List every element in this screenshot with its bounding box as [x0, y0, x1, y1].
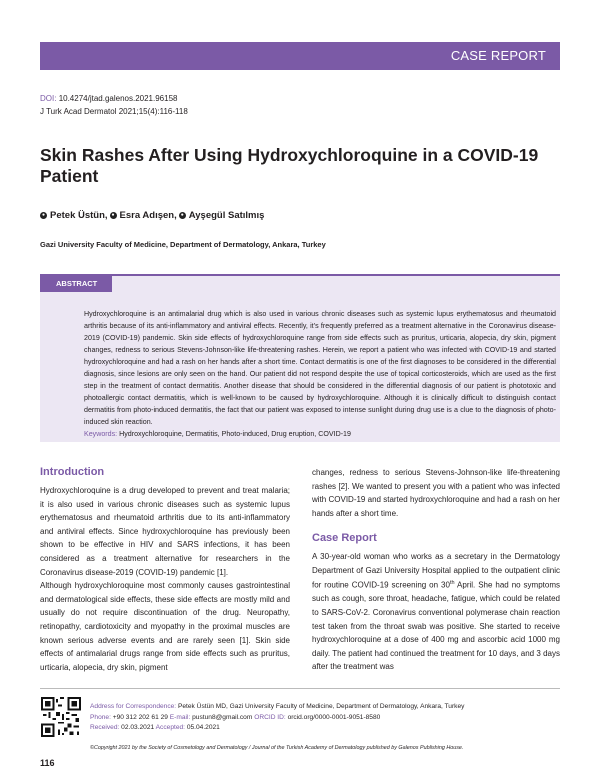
article-title: Skin Rashes After Using Hydroxychloroquine in a COVID-19 Patient	[40, 145, 539, 186]
left-column	[40, 484, 290, 674]
correspondence-block	[90, 702, 464, 734]
keywords-label: Keywords:	[84, 430, 118, 438]
dates-line	[90, 723, 464, 734]
case-text-a: A 30-year-old woman who works as a secretary in the Dermatology Department of Gazi University Hospital applied to the outpatient clinic for routine COVID-19 screening on 30	[312, 552, 560, 590]
phone-value: +90 312 202 61 29	[112, 713, 168, 721]
keywords-list: Hydroxychloroquine, Dermatitis, Photo-induced, Drug eruption, COVID-19	[119, 430, 351, 438]
phone-label: Phone:	[90, 713, 111, 721]
address-text: Petek Üstün MD, Gazi University Faculty of Medicine, Department of Dermatology, Ankara, Turkey	[177, 703, 465, 710]
abstract-label: ABSTRACT	[40, 276, 112, 292]
orcid-icon[interactable]: ●	[180, 212, 184, 218]
doi-label: DOI:	[40, 94, 57, 103]
section-banner	[40, 42, 560, 70]
author-2[interactable]	[110, 210, 177, 221]
qr-code-icon	[41, 697, 81, 737]
author-1[interactable]	[40, 210, 108, 221]
orcid-link[interactable]: orcid.org/0000-0001-9051-8580	[287, 713, 381, 721]
author-list	[40, 210, 266, 221]
received-label: Received:	[90, 724, 120, 731]
contact-line	[90, 713, 464, 724]
email-label: E-mail:	[169, 713, 191, 721]
doi-line	[40, 94, 177, 103]
orcid-icon[interactable]: ●	[41, 212, 46, 218]
author-name: Esra Adışen,	[119, 210, 177, 221]
doi-link[interactable]: 10.4274/jtad.galenos.2021.96158	[58, 94, 178, 103]
intro-paragraph-1: Hydroxychloroquine is a drug developed to prevent and treat malaria; it is also used in various chronic diseases such as systemic lupus erythematosus and rheumatoid arthritis due to its anti-inflammatory and antiviral effects. Since hydroxychloroquine has previously been shown to be effective in HIV and SARS infections, it has been considered as a treatment alternative for researchers in the Coronavirus disease-2019 (COVID-19) pandemic [1].	[40, 486, 290, 577]
footer-divider	[40, 688, 560, 689]
right-column-case	[312, 550, 560, 674]
copyright: ©Copyright 2021 by the Society of Cosmetology and Dermatology / Journal of the Turkish Academy of Dermatology published by Galenos Publishing House.	[90, 745, 464, 751]
right-column-intro	[312, 466, 560, 520]
abstract-box	[40, 274, 560, 442]
accepted-label: Accepted:	[155, 724, 185, 731]
correspondence-address	[90, 702, 464, 713]
article-type: CASE REPORT	[450, 48, 546, 63]
abstract-text: Hydroxychloroquine is an antimalarial drug which is also used in various chronic diseases such as systemic lupus erythematosus and rheumatoid arthritis because of its anti-inflammatory and antiviral effects. Recently, it’s frequently preferred as a treatment alternative in the Coronavirus disease-2019 (COVID-19) pandemic. Skin side effects of hydroxychloroquine range from side effects such as pruritus, urticaria, alopecia, dry skin, pigment changes, redness to serious Stevens-Johnson-like life-threatening rashes. Herein, we report a patient who was infected with COVID-19 and started hydroxychloroquine and had a rash on her hands after a short time. Contact dermatitis is one of the first diagnoses to be considered in the differential diagnosis, since lesions are only seen on the hand. Our patient did not respond despite the use of topical corticosteroids, which are used as the first step in the treatment of contact dermatitis. Another disease that should be considered in the differential diagnosis of our patient is phototoxic and photoallergic contact dermatitis, which is well-known to be caused by hydroxychloroquine. Although it is clinically difficult to distinguish contact dermatitis from photo-induced dermatitis, the fact that our patient was exposed to intense sunlight during drug use is a clue to the diagnosis of photo-induced skin reaction.	[84, 310, 556, 426]
introduction-heading: Introduction	[40, 466, 105, 478]
keywords	[84, 430, 351, 438]
orcid-icon[interactable]: ●	[111, 212, 115, 218]
received-date: 02.03.2021	[121, 724, 155, 731]
case-paragraph	[312, 550, 560, 674]
intro-paragraph-3: changes, redness to serious Stevens-Johnson-like life-threatening rashes [2]. We wanted to present you with a patient who was infected with COVID-19 and started hydroxychloroquine and had a rash on her hands after a short time.	[312, 468, 560, 518]
citation: J Turk Acad Dermatol 2021;15(4):116-118	[40, 107, 188, 116]
case-text-b: April. She had no symptoms such as cough, sore throat, headache, fatigue, which could be related to SARS-CoV-2. Coronavirus conventional polymerase chain reaction test taken from the throat swab was positive. She started to receive hydroxychloroquine at a dose of 400 mg and ascorbic acid 1000 mg daily. The patient had continued the treatment for 10 days, and 3 days after the treatment was	[312, 580, 561, 672]
author-name: Ayşegül Satılmış	[188, 210, 265, 221]
email-link[interactable]: pustun8@gmail.com	[192, 713, 253, 721]
author-3[interactable]	[179, 210, 265, 221]
case-report-heading: Case Report	[312, 532, 377, 544]
author-name: Petek Üstün,	[50, 210, 108, 221]
intro-paragraph-2: Although hydroxychloroquine most commonly causes gastrointestinal and dermatological side effects, these side effects are mostly mild and usually do not require discontinuation of the drug. Neuropathy, retinopathy, cardiotoxicity and myopathy in the proximal muscles are known serious adverse events and are rarely seen [1]. Skin side effects of antimalarial drugs range from side effects such as pruritus, urticaria, alopecia, dry skin, pigment	[40, 581, 290, 672]
address-label: Address for Correspondence:	[90, 703, 177, 710]
accepted-date: 05.04.2021	[186, 724, 220, 731]
case-text-sup: th	[449, 580, 455, 587]
affiliation: Gazi University Faculty of Medicine, Department of Dermatology, Ankara, Turkey	[40, 240, 326, 249]
orcid-label: ORCID ID:	[254, 713, 286, 721]
page-number: 116	[40, 758, 55, 768]
